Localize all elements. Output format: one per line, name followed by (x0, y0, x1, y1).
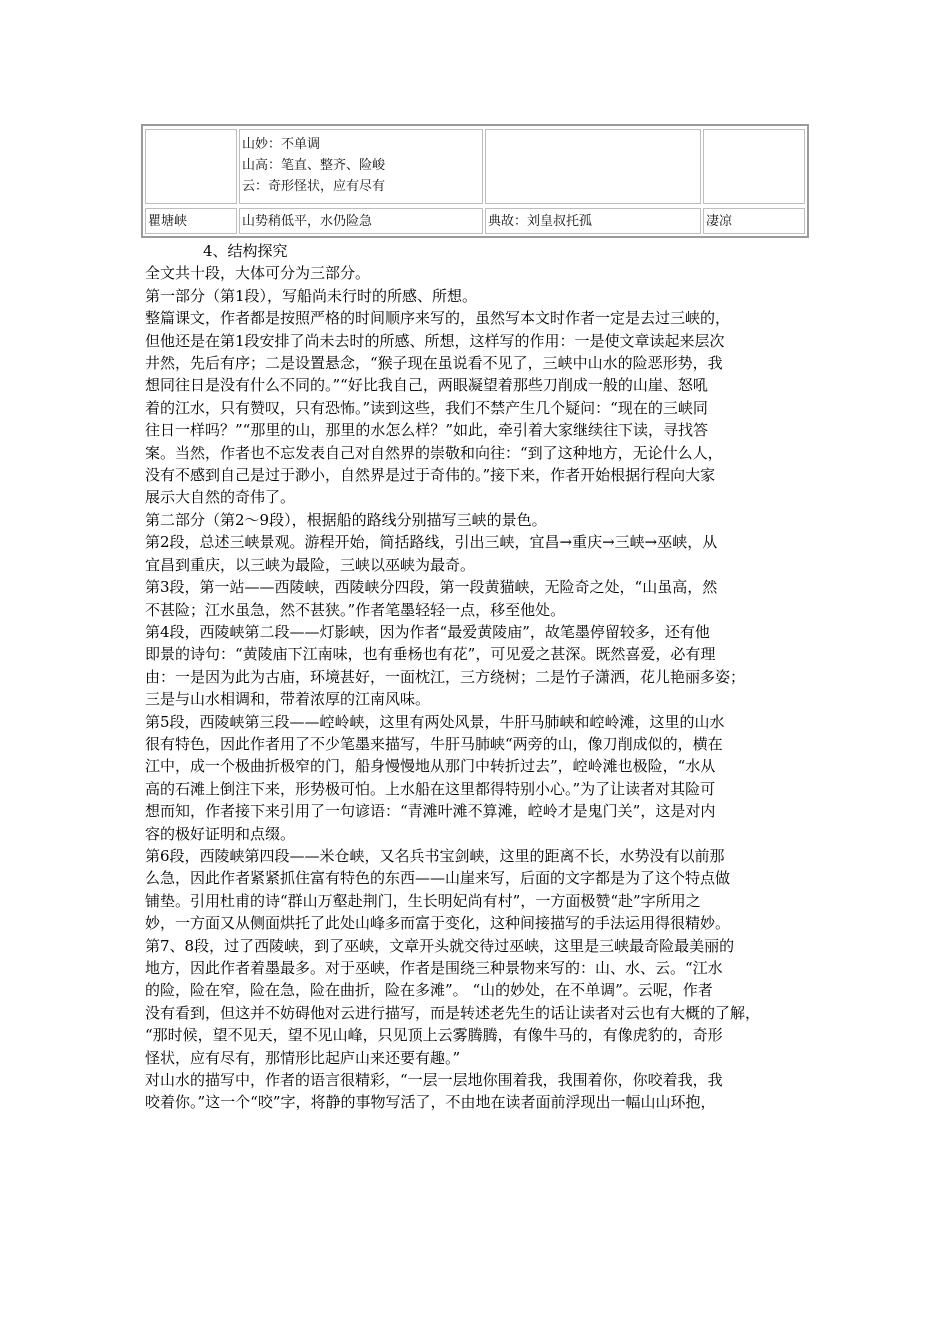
text-line: 宜昌到重庆，以三峡为最险，三峡以巫峡为最奇。 (145, 555, 476, 574)
text-line: 没有不感到自己是过于渺小，自然界是过于奇伟的。”接下来，作者开始根据行程向大家 (145, 466, 716, 485)
text-line: 怪状，应有尽有，那情形比起庐山来还要有趣。” (145, 1048, 461, 1067)
section-heading: 4、结构探究 (203, 242, 288, 260)
text-line: 很有特色，因此作者用了不少笔墨来描写，牛肝马肺峡“两旁的山，像刀削成似的，横在 (145, 734, 723, 753)
text-line: 不甚险；江水虽急，然不甚狭。”作者笔墨轻轻一点，移至他处。 (145, 600, 566, 619)
table-cell (703, 129, 805, 204)
table-cell-features (239, 129, 483, 204)
text-line: 高的石滩上倒注下来，形势极可怕。上水船在这里都得特别小心。”为了让读者对其险可 (145, 779, 716, 798)
text-line: 没有看到，但这并不妨碍他对云进行描写，而是转述老先生的话让读者对云也有大概的了解， (145, 1003, 761, 1022)
text-line: 想而知，作者接下来引用了一句谚语：“青滩叶滩不算滩，崆岭才是鬼门关”，这是对内 (145, 802, 716, 821)
text-line: 井然，先后有序；二是设置悬念，“猴子现在虽说看不见了，三峡中山水的险恶形势，我 (145, 354, 723, 373)
table-cell-line: 云：奇形怪状，应有尽有 (242, 179, 386, 194)
text-line: 但他还是在第1段安排了尚未去时的所感、所想，这样写的作用：一是使文章读起来层次 (145, 331, 725, 350)
text-line: 第6段，西陵峡第四段——米仓峡，又名兵书宝剑峡，这里的距离不长，水势没有以前那 (145, 846, 725, 865)
text-line: 往日一样吗？”“那里的山，那里的水怎么样？”如此，牵引着大家继续往下读，寻找答 (145, 421, 709, 440)
text-line: 着的江水，只有赞叹，只有恐怖。”读到这些，我们不禁产生几个疑问：“现在的三峡同 (145, 398, 708, 417)
text-line: 第3段，第一站——西陵峡，西陵峡分四段，第一段黄猫峡，无险奇之处，“山虽高，然 (145, 578, 718, 597)
body-text (145, 240, 809, 1114)
table-cell (145, 129, 237, 204)
text-line: 容的极好证明和点缀。 (145, 824, 296, 843)
text-line: 三是与山水相调和，带着浓厚的江南风味。 (145, 690, 431, 709)
text-line: 第7、8段，过了西陵峡，到了巫峡，文章开头就交待过巫峡，这里是三峡最奇险最美丽的 (145, 936, 735, 955)
text-line: 第4段，西陵峡第二段——灯影峡，因为作者“最爱黄陵庙”，故笔墨停留较多，还有他 (145, 622, 710, 641)
text-line: 想同往日是没有什么不同的。”“好比我自己，两眼凝望着那些刀削成一般的山崖、怒吼 (145, 376, 708, 395)
text-line: 由：一是因为此为古庙，环境甚好，一面枕江，三方绕树；二是竹子潇洒，花儿艳丽多姿； (145, 667, 746, 686)
text-line: 全文共十段，大体可分为三部分。 (145, 264, 371, 283)
text-line: 即景的诗句：“黄陵庙下江南味，也有垂杨也有花”，可见爱之甚深。既然喜爱，必有理 (145, 645, 716, 664)
text-line: 江中，成一个极曲折极窄的门，船身慢慢地从那门中转折过去”，崆岭滩也极险，“水从 (145, 757, 716, 776)
scenery-table (141, 124, 809, 238)
text-line: 第二部分（第2～9段），根据船的路线分别描写三峡的景色。 (145, 510, 547, 529)
table-cell-line: 山妙：不单调 (242, 137, 321, 152)
text-line: 铺垫。引用杜甫的诗“群山万壑赴荆门，生长明妃尚有村”，一方面极赞“赴”字所用之 (145, 891, 701, 910)
text-line: 的险，险在窄，险在急，险在曲折，险在多滩”。 “山的妙处，在不单调”。云呢，作者 (145, 981, 713, 1000)
text-line: 案。当然，作者也不忘发表自己对自然界的崇敬和向往：“到了这种地方，无论什么人， (145, 443, 723, 462)
table-cell (485, 129, 701, 204)
text-line: 第一部分（第1段），写船尚未行时的所感、所想。 (145, 286, 478, 305)
text-line: 对山水的描写中，作者的语言很精彩，“一层一层地你围着我，我围着你，你咬着我，我 (145, 1071, 723, 1090)
table-cell-gorge-name: 瞿塘峡 (145, 208, 237, 234)
text-line: 咬着你。”这一个“咬”字，将静的事物写活了，不由地在读者面前浮现出一幅山山环抱， (145, 1093, 716, 1112)
text-line: 么急，因此作者紧紧抓住富有特色的东西——山崖来写，后面的文字都是为了这个特点做 (145, 869, 731, 888)
text-line: 第5段，西陵峡第三段——崆岭峡，这里有两处风景，牛肝马肺峡和崆岭滩，这里的山水 (145, 712, 725, 731)
text-line: 第2段，总述三峡景观。游程开始，简括路线，引出三峡，宜昌→重庆→三峡→巫峡，从 (145, 533, 718, 552)
text-line: 整篇课文，作者都是按照严格的时间顺序来写的，虽然写本文时作者一定是去过三峡的， (145, 309, 731, 328)
table-cell-line: 山高：笔直、整齐、险峻 (242, 158, 386, 173)
table-cell-mood: 凄凉 (703, 208, 805, 234)
table-cell-allusion: 典故：刘皇叔托孤 (485, 208, 701, 234)
text-line: 地方，因此作者着墨最多。对于巫峡，作者是围绕三种景物来写的：山、水、云。“江水 (145, 959, 723, 977)
text-line: 妙，一方面又从侧面烘托了此处山峰多而富于变化，这种间接描写的手法运用得很精妙。 (145, 914, 731, 933)
table-cell-features: 山势稍低平，水仍险急 (239, 208, 483, 234)
text-line: 展示大自然的奇伟了。 (145, 488, 296, 507)
text-line: “那时候，望不见天，望不见山峰，只见顶上云雾腾腾，有像牛马的，有像虎豹的，奇形 (145, 1026, 723, 1045)
